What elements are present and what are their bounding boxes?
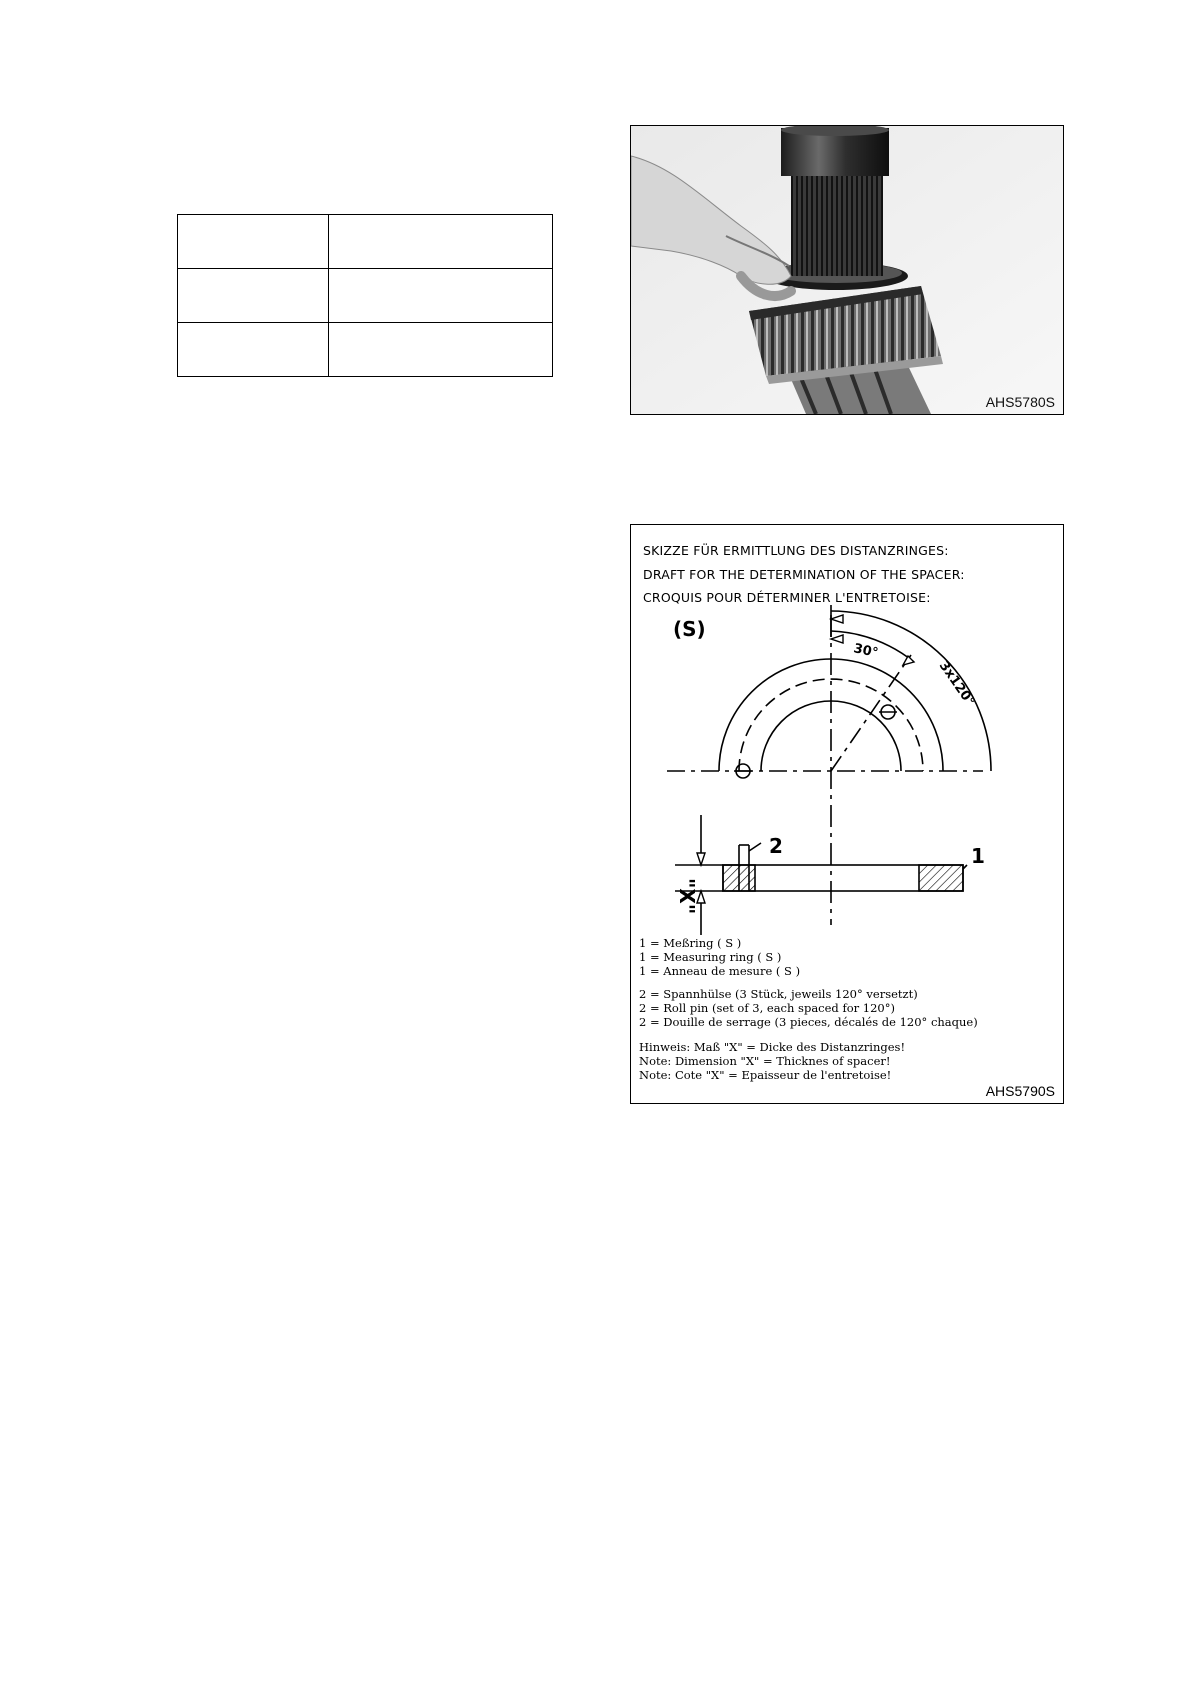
table-cell — [178, 269, 329, 323]
note-line: Note: Cote "X" = Epaisseur de l'entretoise! — [639, 1068, 892, 1082]
legend-line: 1 = Measuring ring ( S ) — [639, 950, 782, 964]
legend-line: 2 = Spannhülse (3 Stück, jeweils 120° versetzt) — [639, 987, 918, 1001]
legend-line: 1 = Anneau de mesure ( S ) — [639, 964, 801, 978]
table-cell — [329, 323, 553, 377]
note-line: Hinweis: Maß "X" = Dicke des Distanzringes! — [639, 1040, 906, 1054]
table-row — [178, 323, 553, 377]
note-line: Note: Dimension "X" = Thicknes of spacer! — [639, 1054, 891, 1068]
spacer-drawing — [631, 525, 1063, 945]
spacer-draft-figure — [630, 524, 1064, 1104]
photo-code: AHS5780S — [985, 394, 1055, 410]
legend-line: 2 = Douille de serrage (3 pieces, décalés de 120° chaque) — [639, 1015, 978, 1029]
legend-line: 2 = Roll pin (set of 3, each spaced for 120°) — [639, 1001, 895, 1015]
angle-30-label: 30° — [852, 641, 880, 662]
table-cell — [178, 215, 329, 269]
table-row — [178, 269, 553, 323]
table-cell — [329, 215, 553, 269]
s-label: (S) — [673, 617, 706, 641]
empty-table — [177, 214, 553, 377]
table-cell — [178, 323, 329, 377]
legend-line: 1 = Meßring ( S ) — [639, 936, 742, 950]
pinion-shaft-illustration — [631, 126, 1063, 414]
draft-title-de: SKIZZE FÜR ERMITTLUNG DES DISTANZRINGES: — [643, 543, 949, 558]
draft-title-en: DRAFT FOR THE DETERMINATION OF THE SPACER: — [643, 567, 965, 582]
legend-item-2 — [639, 987, 978, 1029]
draft-title-fr: CROQUIS POUR DÉTERMINER L'ENTRETOISE: — [643, 590, 931, 605]
angle-120-label: 3x120° — [935, 658, 978, 710]
dimension-x-label: "X" — [675, 878, 699, 915]
callout-1: 1 — [971, 844, 985, 868]
legend-notes — [639, 1040, 905, 1082]
pinion-shaft-photo — [630, 125, 1064, 415]
draft-code: AHS5790S — [985, 1083, 1055, 1099]
table-cell — [329, 269, 553, 323]
legend-item-1 — [639, 936, 800, 978]
table-row — [178, 215, 553, 269]
callout-2: 2 — [769, 834, 783, 858]
